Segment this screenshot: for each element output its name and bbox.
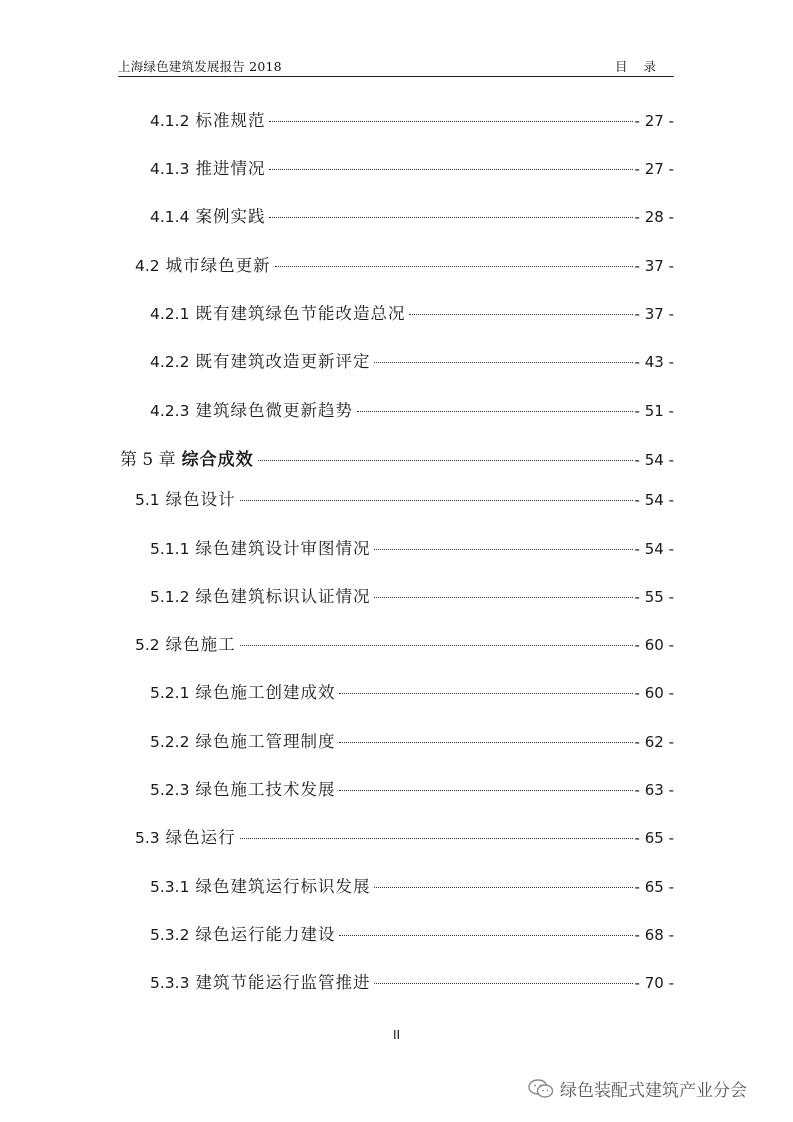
page-number: II xyxy=(392,1028,401,1042)
toc-number: 5.2 xyxy=(135,636,160,654)
toc-number: 4.2.1 xyxy=(150,305,190,323)
dot-leader xyxy=(374,597,632,598)
toc-number: 5.2.2 xyxy=(150,733,190,751)
dot-leader xyxy=(409,314,632,315)
watermark xyxy=(528,1076,747,1101)
dot-leader xyxy=(269,169,632,170)
toc-page: - 62 - xyxy=(634,733,674,751)
dot-leader xyxy=(258,460,633,461)
toc-title: 案例实践 xyxy=(195,207,266,226)
dot-leader xyxy=(339,742,632,743)
toc-number: 5.2.3 xyxy=(150,781,190,799)
toc-title: 绿色施工创建成效 xyxy=(195,683,336,702)
toc-page: - 68 - xyxy=(634,926,674,944)
toc-page: - 54 - xyxy=(634,540,674,558)
dot-leader xyxy=(374,983,632,984)
toc-number: 5.1 xyxy=(135,491,160,509)
toc-entry[interactable] xyxy=(150,155,674,179)
dot-leader xyxy=(339,790,632,791)
toc-entry[interactable] xyxy=(150,300,674,324)
toc-title: 推进情况 xyxy=(195,159,266,178)
toc-number: 5.2.1 xyxy=(150,684,190,702)
wechat-icon xyxy=(528,1079,554,1099)
toc-page: - 27 - xyxy=(634,160,674,178)
toc-chapter-entry[interactable] xyxy=(120,445,674,470)
watermark-text: 绿色装配式建筑产业分会 xyxy=(560,1081,747,1101)
toc-title: 绿色建筑设计审图情况 xyxy=(195,539,371,558)
dot-leader xyxy=(374,549,632,550)
toc-entry[interactable] xyxy=(150,728,674,752)
toc-entry[interactable] xyxy=(150,583,674,607)
toc-number: 5.3 xyxy=(135,829,160,847)
toc-page: - 65 - xyxy=(634,878,674,896)
toc-entry[interactable] xyxy=(135,631,674,655)
toc-title: 绿色施工管理制度 xyxy=(195,732,336,751)
toc-number: 4.1.4 xyxy=(150,208,190,226)
toc-entry[interactable] xyxy=(135,252,674,276)
toc-number: 5.1.1 xyxy=(150,540,190,558)
toc-title: 绿色建筑运行标识发展 xyxy=(195,877,371,896)
toc-entry[interactable] xyxy=(150,776,674,800)
toc-title: 既有建筑绿色节能改造总况 xyxy=(195,304,406,323)
dot-leader xyxy=(357,411,633,412)
section-title: 目 录 xyxy=(615,59,662,74)
toc-page: - 27 - xyxy=(634,112,674,130)
toc-page: - 51 - xyxy=(634,402,674,420)
dot-leader xyxy=(339,693,632,694)
toc-entry[interactable] xyxy=(150,397,674,421)
toc-number: 4.1.2 xyxy=(150,112,190,130)
dot-leader xyxy=(240,645,633,646)
toc-entry[interactable] xyxy=(150,921,674,945)
toc-page: - 28 - xyxy=(634,208,674,226)
toc-page: - 60 - xyxy=(634,684,674,702)
chapter-title: 综合成效 xyxy=(181,450,254,470)
chapter-number: 第 5 章 xyxy=(120,450,176,470)
toc-page: - 55 - xyxy=(634,588,674,606)
page-header xyxy=(118,54,674,77)
dot-leader xyxy=(269,217,632,218)
report-title: 上海绿色建筑发展报告 2018 xyxy=(118,59,282,74)
toc-number: 4.1.3 xyxy=(150,160,190,178)
toc-title: 绿色运行能力建设 xyxy=(195,925,336,944)
toc-number: 4.2.2 xyxy=(150,353,190,371)
toc-page: - 63 - xyxy=(634,781,674,799)
toc-title: 建筑绿色微更新趋势 xyxy=(195,401,353,420)
toc-page: - 70 - xyxy=(634,974,674,992)
toc-page: - 54 - xyxy=(634,451,674,469)
toc-title: 标准规范 xyxy=(195,111,266,130)
toc-page: - 37 - xyxy=(634,257,674,275)
toc-number: 4.2.3 xyxy=(150,402,190,420)
toc-page: - 60 - xyxy=(634,636,674,654)
toc-entry[interactable] xyxy=(135,486,674,510)
toc-page: - 65 - xyxy=(634,829,674,847)
toc-entry[interactable] xyxy=(150,348,674,372)
toc-title: 城市绿色更新 xyxy=(165,256,271,275)
toc-entry[interactable] xyxy=(150,107,674,131)
toc-title: 建筑节能运行监管推进 xyxy=(195,973,371,992)
dot-leader xyxy=(240,838,633,839)
toc-entry[interactable] xyxy=(150,969,674,993)
toc-entry[interactable] xyxy=(150,873,674,897)
dot-leader xyxy=(275,266,633,267)
toc-title: 绿色建筑标识认证情况 xyxy=(195,587,371,606)
toc-page: - 37 - xyxy=(634,305,674,323)
toc-page: - 54 - xyxy=(634,491,674,509)
toc-number: 5.3.2 xyxy=(150,926,190,944)
toc-title: 绿色施工技术发展 xyxy=(195,780,336,799)
toc-number: 5.1.2 xyxy=(150,588,190,606)
dot-leader xyxy=(240,500,633,501)
toc-title: 绿色施工 xyxy=(165,635,236,654)
toc-number: 5.3.1 xyxy=(150,878,190,896)
toc-entry[interactable] xyxy=(135,824,674,848)
toc-title: 既有建筑改造更新评定 xyxy=(195,352,371,371)
toc-number: 5.3.3 xyxy=(150,974,190,992)
toc-title: 绿色运行 xyxy=(165,828,236,847)
dot-leader xyxy=(374,362,632,363)
toc-page: - 43 - xyxy=(634,353,674,371)
toc-entry[interactable] xyxy=(150,203,674,227)
dot-leader xyxy=(374,887,632,888)
toc-entry[interactable] xyxy=(150,535,674,559)
dot-leader xyxy=(339,935,632,936)
toc-entry[interactable] xyxy=(150,679,674,703)
toc-number: 4.2 xyxy=(135,257,160,275)
toc-title: 绿色设计 xyxy=(165,490,236,509)
dot-leader xyxy=(269,121,632,122)
